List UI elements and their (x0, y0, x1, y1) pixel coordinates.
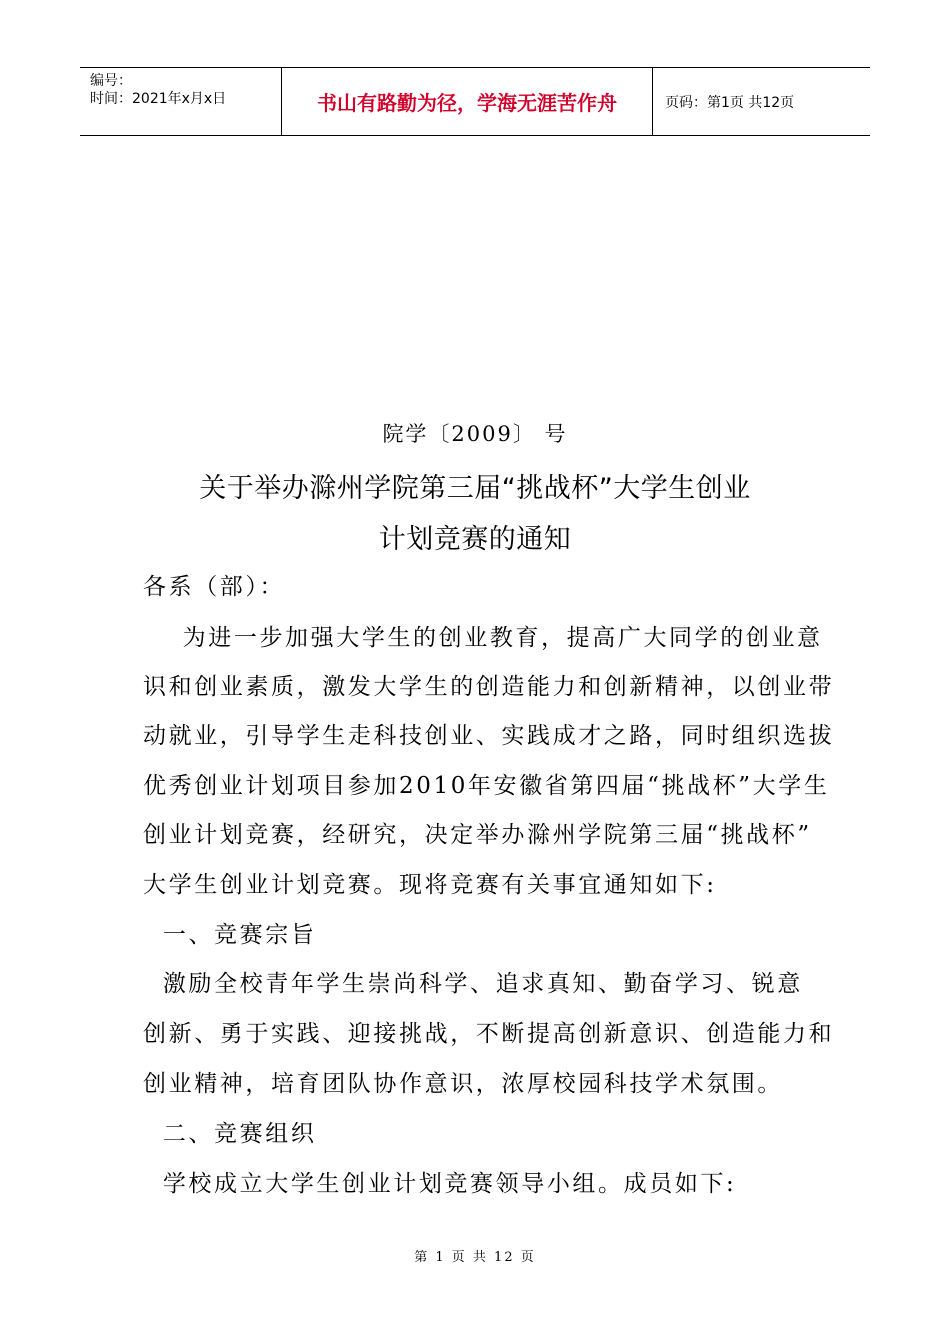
document-title-line-1: 关于举办滁州学院第三届“挑战杯”大学生创业 (199, 473, 751, 504)
date-label: 时间：2021年x月x日 (90, 91, 227, 107)
body-line: 各系（部）： (143, 574, 286, 600)
body-line: 学校成立大学生创业计划竞赛领导小组。成员如下: (143, 1171, 737, 1197)
body-line: 创业精神，培育团队协作意识，浓厚校园科技学术氛围。 (143, 1071, 783, 1097)
section-heading: 一、竞赛宗旨 (143, 922, 317, 948)
page-header (80, 67, 870, 136)
page-footer: 第 1 页 共 12 页 (414, 1250, 536, 1265)
body-line: 大学生创业计划竞赛。现将竞赛有关事宜通知如下: (143, 872, 717, 898)
document-number: 院学〔2009〕 号 (382, 422, 568, 446)
body-line: 识和创业素质，激发大学生的创造能力和创新精神，以创业带 (143, 674, 835, 700)
number-label: 编号： (90, 73, 132, 89)
body-line: 创业计划竞赛，经研究，决定举办滁州学院第三届“挑战杯” (143, 822, 812, 848)
section-heading: 二、竞赛组织 (143, 1121, 317, 1147)
body-line: 优秀创业计划项目参加2010年安徽省第四届“挑战杯”大学生 (143, 773, 830, 799)
body-line: 为进一步加强大学生的创业教育，提高广大同学的创业意 (143, 625, 823, 651)
body-line: 激励全校青年学生崇尚科学、追求真知、勤奋学习、锐意 (143, 971, 803, 997)
header-meta (80, 68, 281, 135)
header-motto: 书山有路勤为径，学海无涯苦作舟 (281, 68, 653, 135)
header-page-info: 页码：第1页 共12页 (665, 94, 795, 111)
body-line: 动就业，引导学生走科技创业、实践成才之路，同时组织选拔 (143, 723, 835, 749)
body-line: 创新、勇于实践、迎接挑战，不断提高创新意识、创造能力和 (143, 1021, 835, 1047)
document-title-line-2: 计划竞赛的通知 (378, 524, 572, 555)
